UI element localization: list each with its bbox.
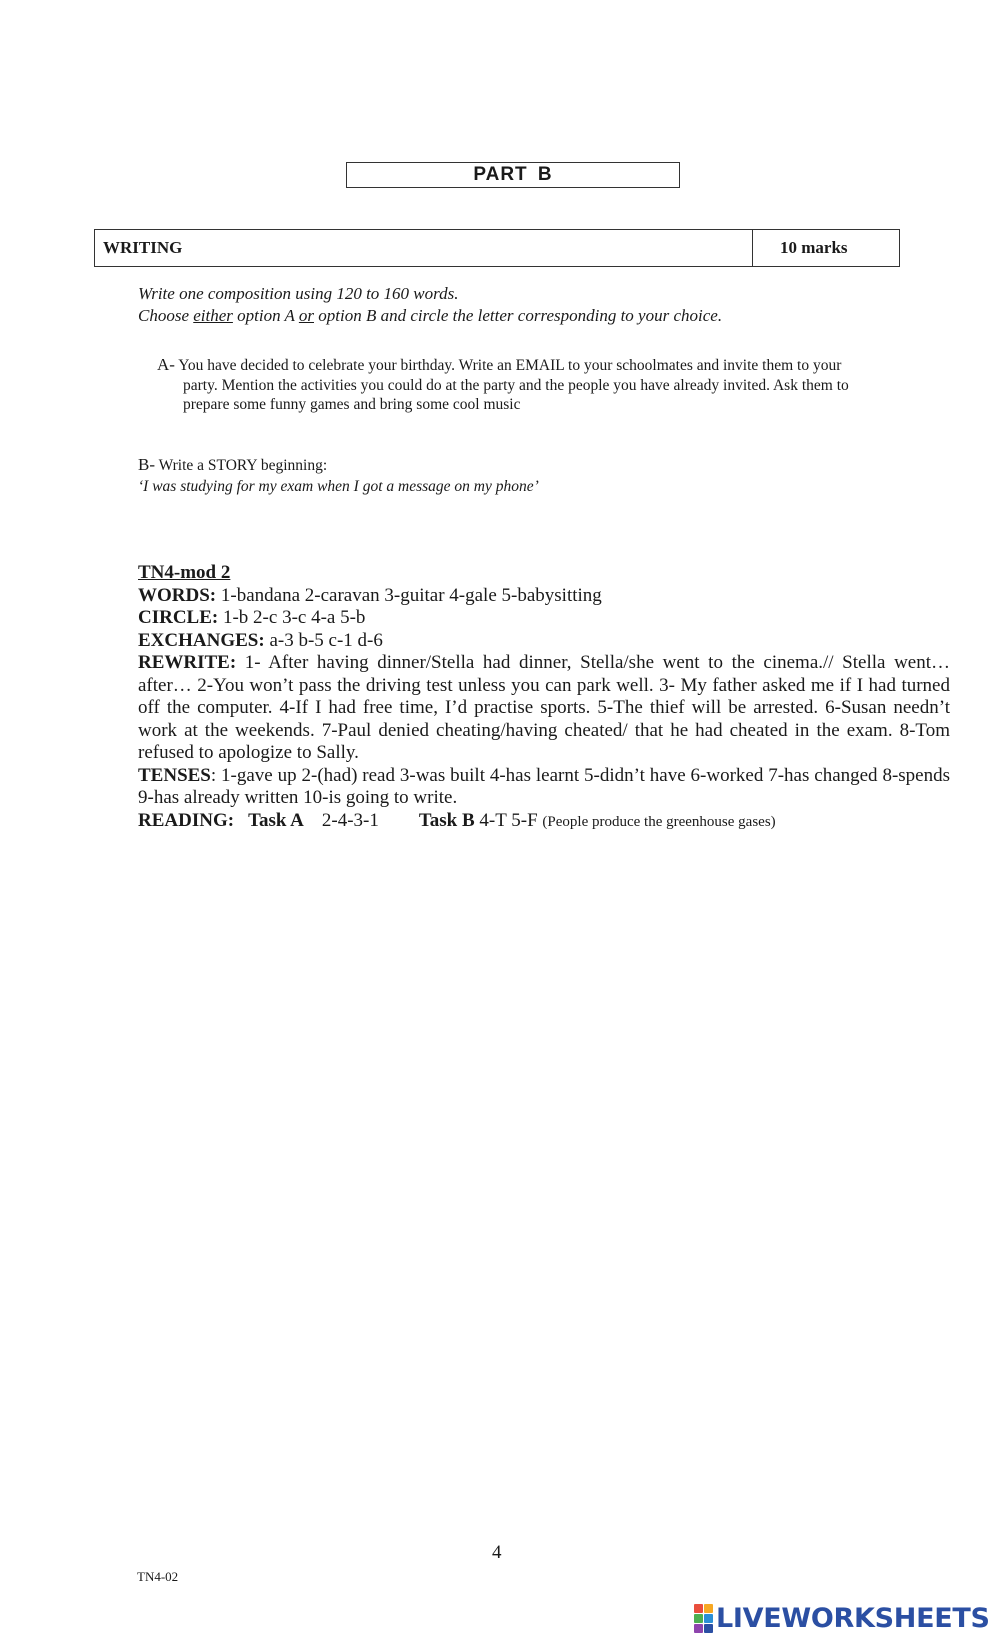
answers-circle: CIRCLE: 1-b 2-c 3-c 4-a 5-b (138, 607, 366, 628)
logo-text: LIVEWORKSHEETS (716, 1603, 990, 1634)
answers-words: WORDS: 1-bandana 2-caravan 3-guitar 4-gale 5-babysitting (138, 584, 602, 606)
liveworksheets-logo (694, 1603, 990, 1634)
logo-block (704, 1624, 713, 1633)
option-b (138, 454, 539, 497)
answers-exchanges: EXCHANGES: a-3 b-5 c-1 d-6 (138, 629, 383, 651)
footer-code: TN4-02 (137, 1569, 179, 1584)
task-b-note: (People produce the greenhouse gases) (542, 813, 776, 830)
instruction-line-2: Choose either option A or option B and circle the letter corresponding to your choice. (138, 306, 723, 325)
answer-key-title: TN4-mod 2 (138, 562, 231, 583)
option-b-letter: B- (138, 455, 155, 474)
logo-block (694, 1604, 703, 1613)
option-a-letter: A- (157, 355, 175, 374)
page-number: 4 (492, 1542, 502, 1563)
either-underlined: either (193, 306, 233, 325)
writing-marks: 10 marks (780, 238, 848, 257)
logo-block (694, 1614, 703, 1623)
logo-block (704, 1614, 713, 1623)
option-b-quote: ‘I was studying for my exam when I got a message on my phone’ (138, 478, 539, 495)
or-underlined: or (298, 306, 314, 325)
answers-tenses: TENSES: 1-gave up 2-(had) read 3-was built 4-has learnt 5-didn’t have 6-worked 7-has changed 8-spends 9-has already written 10-is going to write. (138, 764, 950, 808)
writing-header-table (94, 229, 900, 267)
logo-block (694, 1624, 703, 1633)
writing-label: WRITING (95, 230, 753, 266)
answers-reading: READING: Task A 2-4-3-1 Task B 4-T 5-F (People produce the greenhouse gases) (138, 809, 776, 831)
option-a (157, 355, 882, 415)
option-a-rest: party. Mention the activities you could do at the party and the people you have already invited. Ask them to prepare some funny games and bring some cool music (183, 376, 849, 413)
liveworksheets-logo-icon (694, 1604, 713, 1633)
part-title: PART B (346, 162, 680, 188)
option-a-line-1: You have decided to celebrate your birthday. Write an EMAIL to your schoolmates and invite them to your (174, 357, 842, 374)
instruction-line-1: Write one composition using 120 to 160 words. (138, 284, 459, 303)
option-b-text: Write a STORY beginning: (155, 457, 328, 474)
logo-block (704, 1604, 713, 1613)
answers-rewrite: REWRITE: 1- After having dinner/Stella had dinner, Stella/she went to the cinema.// Stella went…after… 2-You won’t pass the driving test unless you can park well. 3- My father asked me if I had turned off the computer. 4-If I had free time, I’d practise sports. 5-The thief will be arrested. 6-Susan needn’t work at the weekends. 7-Paul denied cheating/having cheated/ that he had cheated in the exam. 8-Tom refused to apologize to Sally. (138, 652, 950, 763)
answer-key (138, 562, 950, 833)
